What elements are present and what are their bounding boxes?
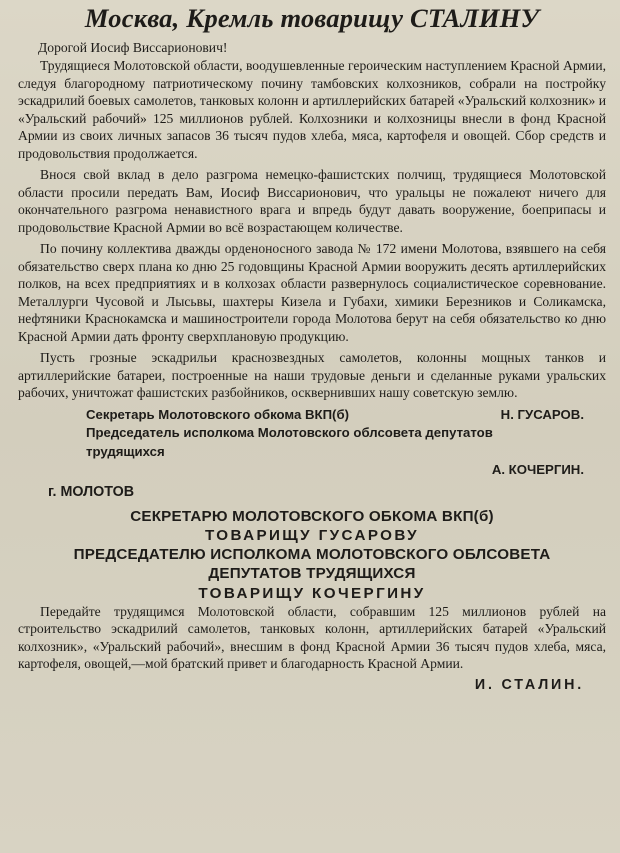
chairman-position: Председатель исполкома Молотовского облсовета депутатов трудящихся [86, 425, 493, 459]
reply-text: Передайте трудящимся Молотовской области, собравшим 125 миллионов рублей на строительство эскадрилий самолетов, танковых колонн, артиллерийских батарей «Уральский колхозник», «Уральский рабочий», внесшим в фонд Красной Армии 36 тысяч пудов хлеба, мяса, картофеля, овощей,—мой братский привет и благодарность Красной Армии. [18, 603, 606, 672]
secretary-signature [18, 406, 606, 425]
signature-block [18, 406, 606, 480]
paragraph-1: Трудящиеся Молотовской области, воодушевленные героическим наступлением Красной Армии, следуя благородному патриотическому почину тамбовских колхозников, собрали на постройку эскадрилий боевых самолетов, танковых колонн и артиллерийских батарей «Уральский колхозник» и «Уральский рабочий» 125 миллионов рублей. Колхозники и колхозницы внесли в фонд Красной Армии из своих личных запасов 36 тысяч пудов хлеба, мяса, картофеля и овощей. Сбор средств и продовольствия продолжается. [18, 58, 606, 161]
address-line-5: ТОВАРИЩУ КОЧЕРГИНУ [198, 584, 426, 602]
stalin-signature: И. СТАЛИН. [474, 676, 584, 693]
paragraph-2: Внося свой вклад в дело разгрома немецко-фашистских полчищ, трудящиеся Молотовской области просили передать Вам, Иосиф Виссарионович, что уральцы не пожалеют ничего для окончательного разгрома ненавистного врага и впредь будут давать вооружение, боеприпасы и продовольствие Красной Армии во всё возрастающем количестве. [18, 167, 606, 235]
secretary-name: Н. ГУСАРОВ. [500, 406, 584, 422]
paragraph-4: Пусть грозные эскадрильи краснозвездных самолетов, колонны мощных танков и артиллерийские батареи, построенные на наши трудовые деньги и сделанные руками уральских рабочих, уничтожат фашистских разбойников, осквернивших нашу советскую землю. [18, 350, 606, 400]
reply-address [18, 507, 606, 603]
letter-body [18, 57, 606, 402]
city-heading: г. МОЛОТОВ [48, 483, 135, 500]
greeting: Дорогой Иосиф Виссарионович! [38, 40, 228, 55]
address-line-1: СЕКРЕТАРЮ МОЛОТОВСКОГО ОБКОМА ВКП(б) [130, 507, 494, 525]
address-line-4: ДЕПУТАТОВ ТРУДЯЩИХСЯ [208, 565, 416, 583]
chairman-name: А. КОЧЕРГИН. [491, 462, 584, 477]
paragraph-3: По почину коллектива дважды орденоносного завода № 172 имени Молотова, взявшего на себя обязательство сверх плана ко дню 25 годовщины Красной Армии вооружить десять артиллерийских полков, на всех предприятиях и в колхозах области развернулось социалистическое соревнование. Металлурги Чусовой и Лысьвы, шахтеры Кизела и Губахи, химики Березников и Соликамска, нефтяники Краснокамска и машиностроители города Молотова берут на себя обязательство ко дню Красной Армии дать фронту сверхплановую продукцию. [18, 241, 606, 344]
telegram-title: Москва, Кремль товарищу СТАЛИНУ [84, 3, 540, 33]
secretary-position: Секретарь Молотовского обкома ВКП(б) [86, 406, 349, 422]
address-line-3: ПРЕДСЕДАТЕЛЮ ИСПОЛКОМА МОЛОТОВСКОГО ОБЛСОВЕТА [73, 546, 551, 564]
address-line-2: ТОВАРИЩУ ГУСАРОВУ [204, 526, 420, 544]
